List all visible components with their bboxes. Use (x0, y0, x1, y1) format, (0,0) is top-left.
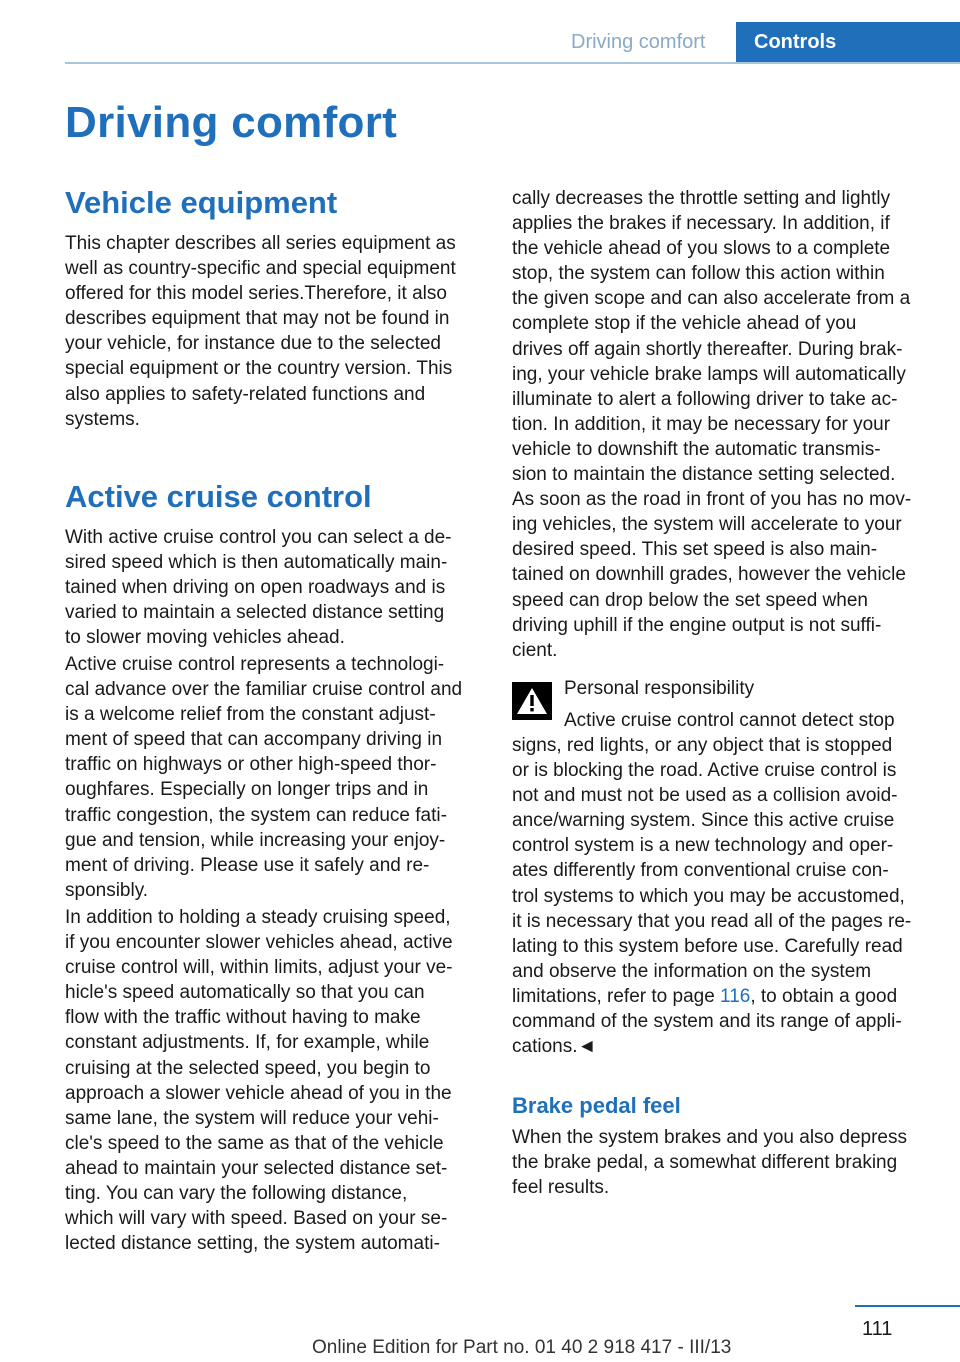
heading-vehicle-equipment: Vehicle equipment (65, 185, 338, 220)
text-line: ing, your vehicle brake lamps will automatically (512, 363, 906, 385)
text-line: oughfares. Especially on longer trips and in (65, 779, 429, 801)
page-number: 111 (862, 1318, 893, 1340)
header-section-label: Driving comfort (571, 31, 706, 53)
header-chapter-label: Controls (754, 31, 837, 53)
text-line: traffic on highways or other high-speed thor- (65, 754, 437, 776)
paragraph-acc-holding (65, 905, 481, 1256)
page-reference-line (512, 984, 932, 1009)
text-line: ates differently from conventional cruise con- (512, 860, 889, 882)
text-line: it is necessary that you read all of the pages re- (512, 910, 912, 932)
text-line: ing vehicles, the system will accelerate to your (512, 514, 902, 536)
text-line: When the system brakes and you also depress (512, 1127, 907, 1148)
text-line: to slower moving vehicles ahead. (65, 627, 345, 649)
text-line: lating to this system before use. Carefully read (512, 935, 903, 957)
text-line: signs, red lights, or any object that is stopped (512, 735, 893, 756)
text-line: This chapter describes all series equipment as (65, 233, 456, 254)
text-line: your vehicle, for instance due to the selected (65, 333, 442, 355)
text-line: tained on downhill grades, however the vehicle (512, 564, 906, 586)
text-line: complete stop if the vehicle ahead of you (512, 313, 857, 335)
text-line: or is blocking the road. Active cruise control is (512, 760, 897, 782)
text-line: cient. (512, 639, 558, 661)
text-line: cruise control will, within limits, adjust your ve- (65, 957, 453, 979)
text-line: driving uphill if the engine output is not suffi- (512, 614, 882, 636)
text-line: special equipment or the country version. This (65, 358, 453, 380)
footer-rule (855, 1305, 960, 1307)
header-rule (65, 62, 960, 64)
text-line: illuminate to alert a following driver to take ac- (512, 388, 898, 410)
heading-brake-pedal-feel: Brake pedal feel (512, 1093, 681, 1118)
text-line: offered for this model series.Therefore, it also (65, 283, 447, 305)
text-line: which will vary with speed. Based on your se- (65, 1208, 448, 1230)
text-line: the vehicle ahead of you slows to a complete (512, 238, 891, 260)
text-line: cally decreases the throttle setting and lightly (512, 188, 891, 209)
text-line: stop, the system can follow this action within (512, 263, 885, 285)
text-line: ahead to maintain your selected distance set- (65, 1157, 448, 1179)
text-line: also applies to safety-related functions and (65, 383, 426, 405)
text-line: the given scope and can also accelerate from a (512, 288, 911, 310)
text-line: the brake pedal, a somewhat different braking (512, 1152, 898, 1174)
paragraph-acc-advance (65, 652, 481, 903)
page-reference-prefix: limitations, refer to page (512, 985, 721, 1007)
text-line: lected distance setting, the system automati- (65, 1233, 440, 1255)
text-line: applies the brakes if necessary. In addition, if (512, 213, 890, 235)
page-title: Driving comfort (65, 98, 398, 147)
text-line: ting. You can vary the following distance, (65, 1183, 408, 1205)
text-line: well as country-specific and special equipment (65, 258, 456, 280)
text-line: sired speed which is then automatically main- (65, 552, 448, 574)
text-line: vehicle to downshift the automatic transmis- (512, 438, 881, 460)
text-line: In addition to holding a steady cruising speed, (65, 907, 451, 928)
text-line: cle's speed to the same as that of the vehicle (65, 1132, 444, 1154)
text-line: varied to maintain a selected distance setting (65, 602, 445, 624)
text-line: ment of driving. Please use it safely and re- (65, 854, 430, 876)
paragraph-vehicle-equipment (65, 231, 481, 432)
text-line: gue and tension, while increasing your enjoy- (65, 829, 446, 851)
warning-body (512, 733, 932, 1059)
warning-title: Personal responsibility (564, 678, 755, 699)
text-line: same lane, the system will reduce your vehi- (65, 1107, 439, 1129)
page-reference-link[interactable]: 116 (720, 985, 751, 1007)
text-line: command of the system and its range of appli- (512, 1011, 902, 1033)
text-line: tained when driving on open roadways and is (65, 577, 446, 599)
text-line: cal advance over the familiar cruise control and (65, 679, 463, 701)
heading-active-cruise-control: Active cruise control (65, 479, 372, 514)
text-line: ment of speed that can accompany driving in (65, 729, 443, 751)
text-line: ance/warning system. Since this active cruise (512, 810, 895, 832)
text-line: desired speed. This set speed is also main- (512, 539, 878, 561)
text-line: traffic congestion, the system can reduce fati- (65, 804, 447, 826)
text-line: tion. In addition, it may be necessary for your (512, 413, 891, 435)
warning-first-line: Active cruise control cannot detect stop (564, 710, 895, 731)
text-line: cations.◄ (512, 1036, 597, 1058)
warning-icon (512, 682, 552, 720)
text-line: sponsibly. (65, 879, 149, 901)
text-line: As soon as the road in front of you has no mov- (512, 489, 912, 511)
text-line: and observe the information on the system (512, 960, 872, 982)
text-line: sion to maintain the distance setting selected. (512, 464, 896, 486)
text-line: hicle's speed automatically so that you can (65, 982, 425, 1004)
paragraph-brake-pedal-feel (512, 1125, 932, 1200)
text-line: speed can drop below the set speed when (512, 589, 868, 611)
text-line: flow with the traffic without having to make (65, 1007, 421, 1029)
header-chapter-tab (736, 22, 960, 64)
text-line: Active cruise control represents a technologi- (65, 654, 445, 675)
paragraph-acc-intro (65, 525, 481, 650)
text-line: control system is a new technology and oper- (512, 835, 894, 857)
text-line: cruising at the selected speed, you begin to (65, 1057, 431, 1079)
page-reference-suffix: , to obtain a good (750, 985, 898, 1007)
text-line: not and must not be used as a collision avoid- (512, 785, 898, 807)
text-line: drives off again shortly thereafter. During brak- (512, 338, 903, 360)
text-line: trol systems to which you may be accustomed, (512, 885, 905, 907)
text-line: constant adjustments. If, for example, while (65, 1032, 430, 1054)
text-line: feel results. (512, 1177, 610, 1199)
text-line: With active cruise control you can select a de- (65, 527, 452, 548)
text-line: systems. (65, 408, 140, 430)
text-line: describes equipment that may not be found in (65, 308, 450, 330)
text-line: is a welcome relief from the constant adjust- (65, 704, 436, 726)
text-line: if you encounter slower vehicles ahead, active (65, 932, 453, 954)
footer-edition: Online Edition for Part no. 01 40 2 918 417 - III/13 (312, 1337, 732, 1358)
text-line: approach a slower vehicle ahead of you in the (65, 1082, 452, 1104)
paragraph-acc-continued (512, 186, 932, 663)
